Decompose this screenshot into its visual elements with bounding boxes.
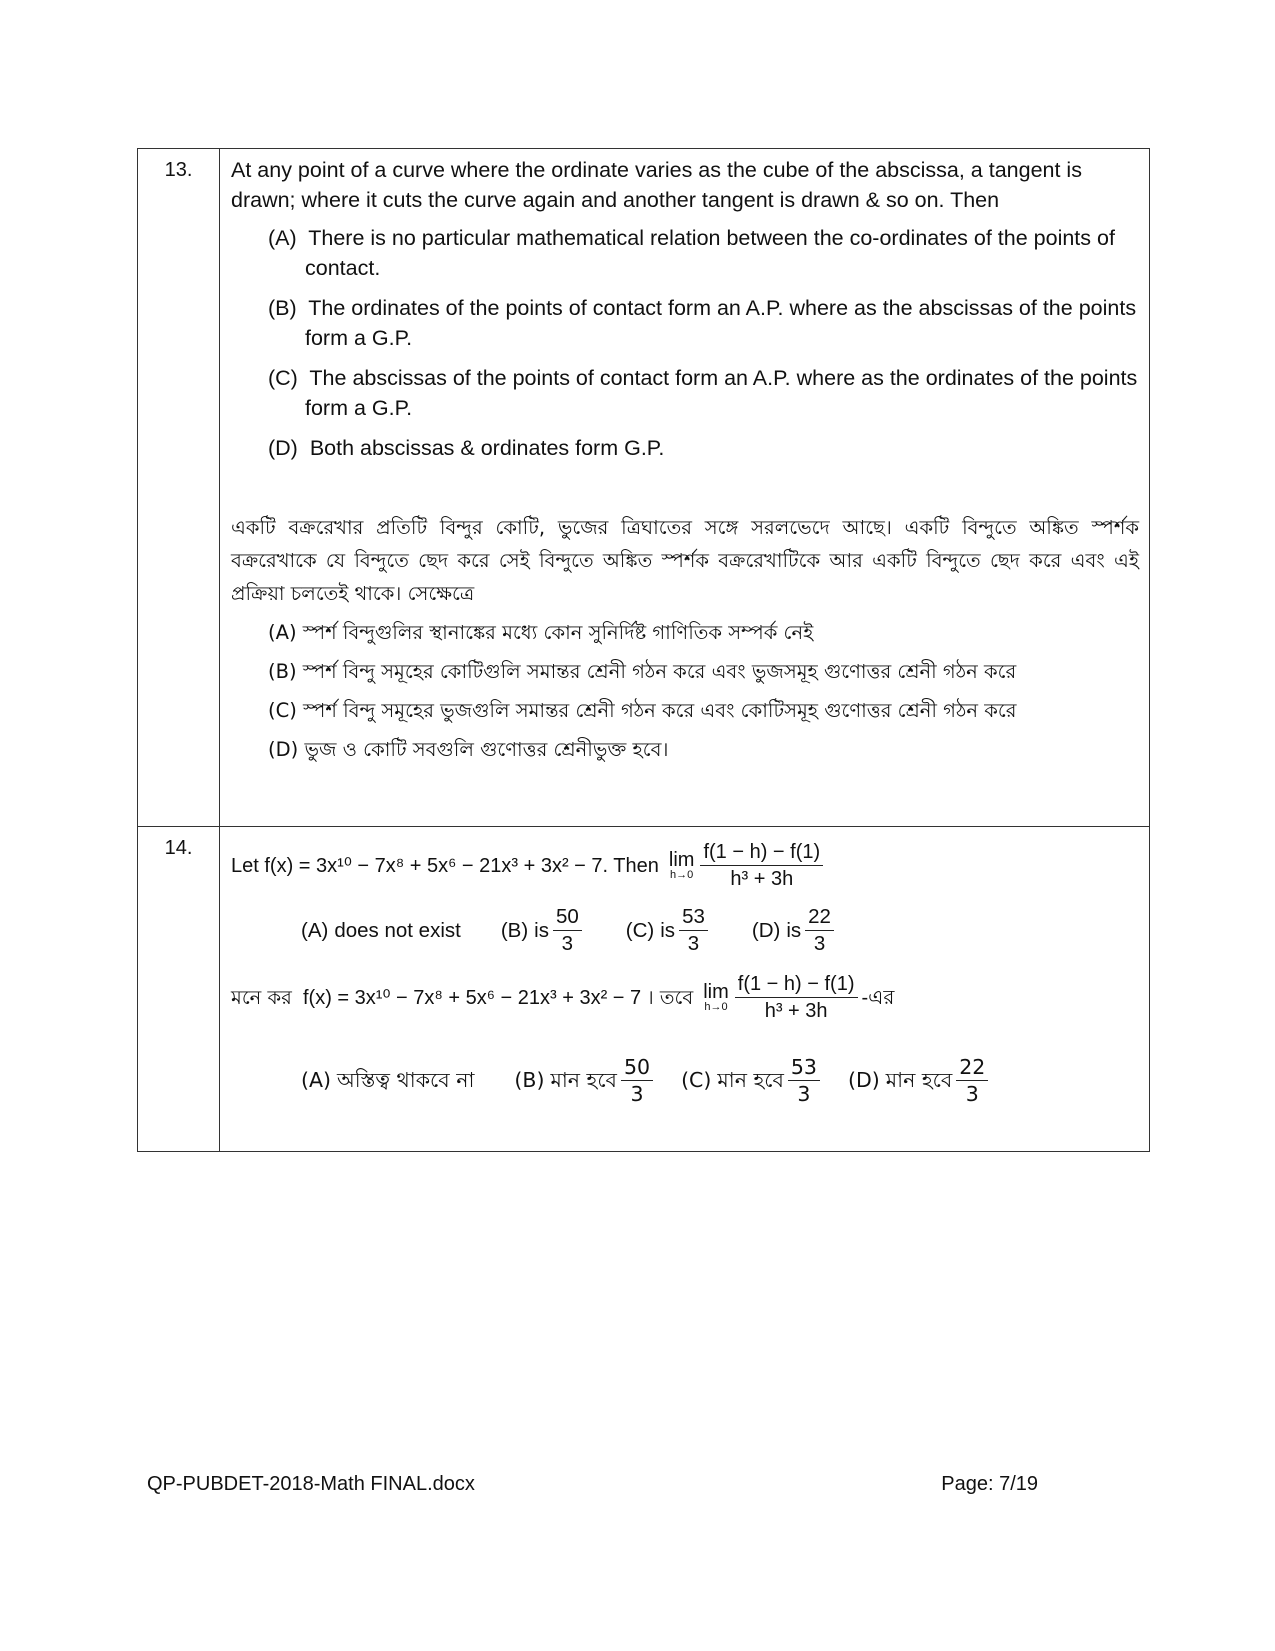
option-b-en: (B) The ordinates of the points of contact form an A.P. where as the abscissas of the points form a G.P. bbox=[268, 296, 1137, 350]
footer-page-number: Page: 7/19 bbox=[941, 1473, 1038, 1495]
question-stem-en bbox=[231, 839, 1139, 892]
function-expression: f(x) = 3x¹⁰ − 7x⁸ + 5x⁶ − 21x³ + 3x² − 7 bbox=[264, 854, 603, 877]
limit-fraction: $\frac{f(1 - h) - f(1)}{\text{h³ + 3h}}$ bbox=[700, 839, 823, 892]
question-row-13 bbox=[138, 149, 1150, 827]
option-b-bn: (B) স্পর্শ বিন্দু সমূহের কোটিগুলি সমান্তর শ্রেনী গঠন করে এবং ভুজসমূহ গুণোত্তর শ্রেনী গঠন করে bbox=[268, 660, 1017, 683]
function-expression-bn: f(x) = 3x¹⁰ − 7x⁸ + 5x⁶ − 21x³ + 3x² − 7 bbox=[303, 986, 642, 1009]
option-c-bn: (C) মান হবে $\frac{53}{3}$ bbox=[681, 1054, 824, 1107]
stem-suffix-bn: -এর bbox=[861, 986, 895, 1009]
option-b-bn: (B) মান হবে $\frac{50}{3}$ bbox=[514, 1054, 657, 1107]
footer-filename: QP-PUBDET-2018-Math FINAL.docx bbox=[147, 1473, 475, 1495]
options-en bbox=[301, 904, 1139, 957]
option-c-en: (C) is $\frac{53}{3}$ bbox=[626, 904, 712, 957]
limit-fraction-bn: $\frac{f(1 - h) - f(1)}{\text{h³ + 3h}}$ bbox=[735, 971, 858, 1024]
question-body bbox=[220, 827, 1150, 1152]
option-a-en: (A) There is no particular mathematical relation between the co-ordinates of the points of contact. bbox=[268, 226, 1115, 280]
question-table bbox=[137, 148, 1150, 1152]
option-a-bn: (A) স্পর্শ বিন্দুগুলির স্থানাঙ্কের মধ্যে কোন সুনির্দিষ্ট গাণিতিক সম্পর্ক নেই bbox=[268, 621, 814, 644]
question-stem-bn: একটি বক্ররেখার প্রতিটি বিন্দুর কোটি, ভুজের ত্রিঘাতের সঙ্গে সরলভেদে আছে। একটি বিন্দুতে অঙ্কিত স্পর্শক বক্ররেখাকে যে বিন্দুতে ছেদ করে সেই বিন্দুতে অঙ্কিত স্পর্শক বক্ররেখাটিকে আর একটি বিন্দুতে ছেদ করে এবং এই প্রক্রিয়া চলতেই থাকে। সেক্ষেত্রে bbox=[231, 516, 1139, 605]
option-d-en: (D) is $\frac{22}{3}$ bbox=[752, 904, 838, 957]
option-d-en: (D) Both abscissas & ordinates form G.P. bbox=[268, 436, 665, 460]
option-a-en: (A) does not exist bbox=[301, 918, 461, 942]
option-a-bn: (A) অস্তিত্ব থাকবে না bbox=[301, 1068, 475, 1092]
question-number: 13. bbox=[138, 149, 220, 827]
option-d-bn: (D) মান হবে $\frac{22}{3}$ bbox=[848, 1054, 992, 1107]
limit-operator-bn: lim h→0 bbox=[703, 980, 729, 1013]
stem-then-bn: । তবে bbox=[646, 986, 694, 1009]
option-b-en: (B) is $\frac{50}{3}$ bbox=[501, 904, 586, 957]
stem-prefix: Let bbox=[231, 854, 259, 877]
limit-operator: lim h→0 bbox=[668, 848, 695, 881]
option-c-en: (C) The abscissas of the points of contact form an A.P. where as the ordinates of the points form a G.P. bbox=[268, 366, 1138, 420]
options-bn bbox=[301, 1054, 1139, 1107]
question-stem-en: At any point of a curve where the ordinate varies as the cube of the abscissa, a tangent is drawn; where it cuts the curve again and another tangent is drawn & so on. Then bbox=[231, 158, 1082, 212]
stem-then: . Then bbox=[602, 854, 659, 877]
stem-prefix-bn: মনে কর bbox=[231, 986, 292, 1009]
option-d-bn: (D) ভুজ ও কোটি সবগুলি গুণোত্তর শ্রেনীভুক্ত হবে। bbox=[268, 738, 669, 761]
question-body bbox=[220, 149, 1150, 827]
question-stem-bn bbox=[231, 971, 1139, 1024]
question-number: 14. bbox=[138, 827, 220, 1152]
question-row-14 bbox=[138, 827, 1150, 1152]
option-c-bn: (C) স্পর্শ বিন্দু সমূহের ভুজগুলি সমান্তর শ্রেনী গঠন করে এবং কোটিসমূহ গুণোত্তর শ্রেনী গঠন করে bbox=[268, 699, 1017, 722]
